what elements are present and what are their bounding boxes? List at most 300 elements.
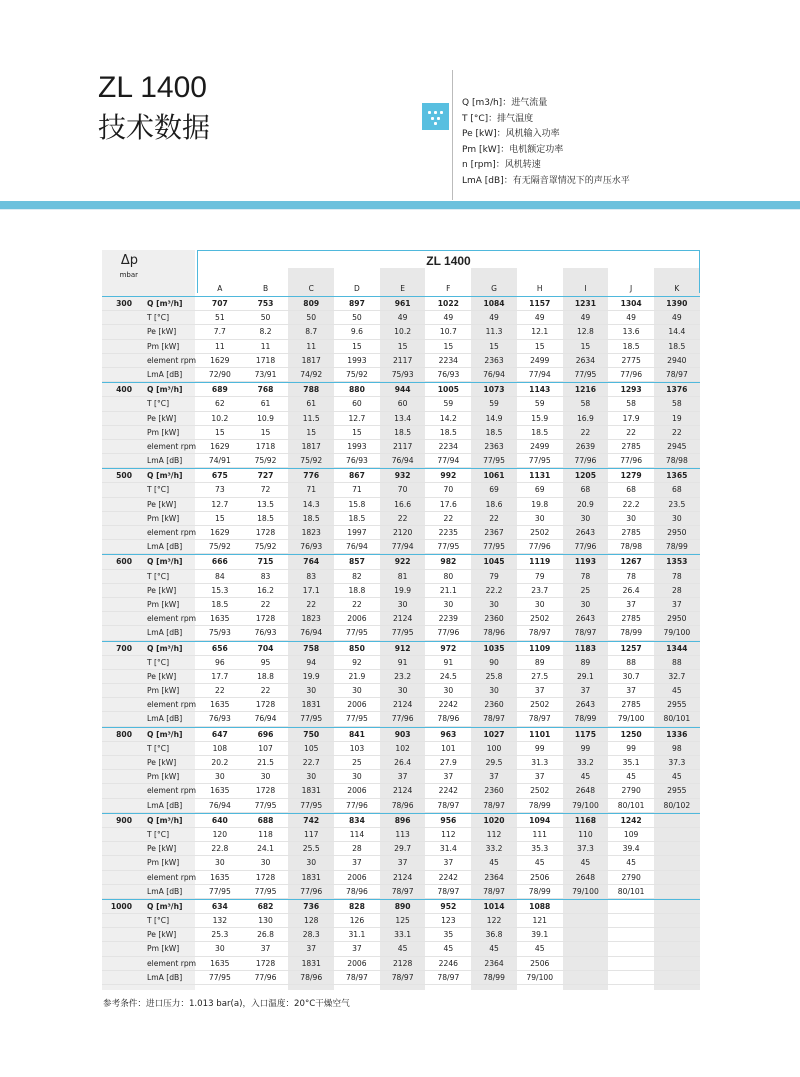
table-cell: 758 bbox=[303, 643, 320, 653]
table-cell: 77/95 bbox=[208, 886, 231, 896]
table-cell: 2643 bbox=[575, 528, 596, 537]
table-cell: 49 bbox=[397, 313, 408, 323]
table-cell: 18.5 bbox=[439, 427, 457, 437]
table-cell: 880 bbox=[349, 385, 365, 395]
table-cell: 2124 bbox=[392, 786, 413, 796]
table-cell: 70 bbox=[397, 485, 408, 495]
table-row bbox=[102, 813, 700, 828]
table-cell: 956 bbox=[440, 815, 457, 825]
row-label: element rpm bbox=[147, 700, 197, 710]
table-cell: 2363 bbox=[484, 355, 504, 365]
table-cell: 25 bbox=[352, 758, 362, 767]
table-cell: 12.7 bbox=[211, 499, 229, 509]
table-cell: 37 bbox=[260, 944, 271, 954]
table-cell: 78/97 bbox=[528, 628, 551, 638]
row-label-cell bbox=[102, 856, 195, 870]
table-cell: 10.2 bbox=[394, 327, 412, 337]
table-cell: 78/99 bbox=[665, 542, 688, 552]
table-row bbox=[102, 498, 700, 512]
header-band-line bbox=[0, 209, 800, 210]
table-cell: 25.5 bbox=[302, 844, 320, 854]
table-cell: 22 bbox=[443, 513, 454, 523]
table-cell: 1635 bbox=[210, 872, 230, 882]
table-cell: 18.5 bbox=[622, 341, 640, 351]
table-cell: 2234 bbox=[438, 355, 458, 365]
table-row bbox=[102, 584, 700, 598]
column-header: B bbox=[262, 284, 269, 293]
legend-item: Pe [kW]：风机输入功率 bbox=[462, 129, 560, 140]
table-row bbox=[102, 698, 700, 712]
table-cell: 1635 bbox=[210, 700, 230, 710]
table-cell: 21.1 bbox=[439, 585, 457, 595]
table-cell: 25.3 bbox=[211, 930, 229, 940]
row-label: LmA [dB] bbox=[147, 972, 183, 982]
table-cell: 33.2 bbox=[485, 844, 503, 854]
table-cell: 30 bbox=[534, 599, 545, 609]
header-band bbox=[0, 201, 800, 209]
table-row bbox=[102, 670, 700, 684]
table-cell: 18.5 bbox=[211, 599, 229, 609]
table-cell: 2643 bbox=[575, 700, 596, 710]
row-label-cell bbox=[102, 799, 195, 813]
column-header: K bbox=[674, 284, 680, 293]
table-cell: 39.1 bbox=[531, 930, 549, 940]
table-cell: 764 bbox=[303, 557, 320, 567]
row-label: element rpm bbox=[147, 441, 197, 451]
row-label: LmA [dB] bbox=[147, 456, 183, 466]
table-cell: 22.8 bbox=[211, 844, 229, 854]
table-row bbox=[102, 598, 700, 612]
row-label: LmA [dB] bbox=[147, 628, 183, 638]
table-cell: 75/92 bbox=[208, 542, 231, 552]
table-cell: 2634 bbox=[575, 355, 596, 365]
table-cell: 7.7 bbox=[213, 327, 226, 337]
table-cell: 1629 bbox=[210, 355, 230, 365]
table-cell: 30 bbox=[443, 686, 454, 696]
table-cell: 37.3 bbox=[668, 758, 686, 767]
table-cell: 125 bbox=[395, 916, 410, 926]
table-cell: 647 bbox=[211, 729, 228, 739]
table-cell: 1728 bbox=[255, 528, 276, 537]
table-cell: 2235 bbox=[438, 528, 458, 537]
table-cell: 45 bbox=[534, 858, 545, 868]
table-cell: 1143 bbox=[529, 385, 551, 395]
table-cell: 78/97 bbox=[437, 886, 460, 896]
table-cell: 29.5 bbox=[485, 758, 503, 767]
row-label: Pm [kW] bbox=[147, 686, 180, 696]
table-cell: 1823 bbox=[301, 528, 321, 537]
row-label-cell bbox=[102, 354, 195, 368]
table-cell: 18.5 bbox=[531, 427, 549, 437]
table-cell: 2785 bbox=[621, 614, 641, 624]
table-cell: 121 bbox=[532, 916, 547, 926]
table-cell: 80/101 bbox=[617, 800, 645, 810]
table-cell: 1817 bbox=[301, 441, 321, 451]
table-cell: 113 bbox=[395, 829, 410, 839]
table-cell: 79/100 bbox=[663, 628, 691, 638]
row-label-cell bbox=[102, 469, 195, 483]
table-cell: 23.5 bbox=[668, 499, 686, 509]
table-cell: 84 bbox=[215, 571, 225, 581]
table-row bbox=[102, 784, 700, 798]
table-cell: 2950 bbox=[667, 614, 687, 624]
table-cell: 77/96 bbox=[574, 542, 597, 552]
table-cell: 1831 bbox=[301, 958, 321, 968]
row-label-cell bbox=[102, 570, 195, 584]
table-row bbox=[102, 899, 700, 914]
row-label-cell bbox=[102, 885, 195, 899]
table-cell: 118 bbox=[258, 829, 273, 839]
table-cell: 2367 bbox=[484, 528, 504, 537]
table-cell: 2785 bbox=[621, 700, 641, 710]
legend-item: LmA [dB]：有无隔音罩情况下的声压水平 bbox=[462, 175, 630, 186]
table-cell: 2006 bbox=[347, 872, 367, 882]
table-cell: 1831 bbox=[301, 786, 321, 796]
table-cell: 19.8 bbox=[531, 499, 549, 509]
table-cell: 25.8 bbox=[485, 671, 503, 681]
table-cell: 992 bbox=[440, 471, 457, 481]
table-cell: 79/100 bbox=[572, 800, 599, 810]
table-cell: 77/95 bbox=[300, 800, 323, 810]
table-cell: 30 bbox=[534, 513, 545, 523]
dp-value: 1000 bbox=[110, 901, 132, 911]
table-cell: 2124 bbox=[392, 700, 413, 710]
table-cell: 21.9 bbox=[348, 671, 366, 681]
table-cell: 78/99 bbox=[574, 714, 597, 724]
table-cell: 14.9 bbox=[485, 413, 503, 423]
table-cell: 61 bbox=[306, 399, 317, 409]
table-cell: 2775 bbox=[621, 355, 641, 365]
table-cell: 117 bbox=[303, 829, 319, 839]
table-cell: 37 bbox=[352, 944, 362, 954]
table-cell: 109 bbox=[623, 829, 639, 839]
table-cell: 1304 bbox=[620, 299, 642, 308]
table-row bbox=[102, 626, 700, 640]
table-row bbox=[102, 742, 700, 756]
row-label: LmA [dB] bbox=[147, 542, 183, 552]
table-cell: 30 bbox=[443, 599, 454, 609]
table-cell: 2117 bbox=[392, 441, 413, 451]
table-cell: 76/93 bbox=[300, 542, 323, 552]
table-row bbox=[102, 871, 700, 885]
table-cell: 45 bbox=[489, 858, 499, 868]
row-label-cell bbox=[102, 670, 195, 684]
table-cell: 75/92 bbox=[300, 456, 323, 466]
table-cell: 75/92 bbox=[254, 542, 277, 552]
table-cell: 77/95 bbox=[345, 714, 368, 724]
table-row bbox=[102, 325, 700, 339]
row-label: element rpm bbox=[147, 872, 197, 882]
table-row bbox=[102, 512, 700, 526]
table-cell: 1027 bbox=[483, 729, 505, 739]
table-cell: 31.4 bbox=[439, 844, 457, 854]
table-cell: 49 bbox=[580, 313, 591, 323]
table-cell: 828 bbox=[349, 901, 365, 911]
table-cell: 14.2 bbox=[439, 413, 457, 423]
dp-value: 800 bbox=[116, 729, 132, 739]
table-cell: 1073 bbox=[483, 385, 505, 395]
table-cell: 22 bbox=[260, 599, 271, 609]
table-cell: 37 bbox=[443, 858, 454, 868]
table-cell: 890 bbox=[394, 901, 411, 911]
table-cell: 2502 bbox=[530, 528, 550, 537]
table-cell: 77/95 bbox=[437, 542, 460, 552]
row-label-cell bbox=[102, 598, 195, 612]
data-table bbox=[102, 250, 700, 985]
table-cell: 77/96 bbox=[528, 542, 551, 552]
table-cell: 2364 bbox=[484, 872, 504, 882]
table-cell: 1157 bbox=[529, 299, 551, 308]
table-cell: 10.2 bbox=[211, 413, 229, 423]
table-cell: 37 bbox=[626, 686, 636, 696]
row-label-cell bbox=[102, 770, 195, 784]
table-cell: 30 bbox=[397, 599, 408, 609]
table-cell: 49 bbox=[626, 313, 636, 323]
table-cell: 76/94 bbox=[208, 800, 231, 810]
table-cell: 2955 bbox=[667, 700, 687, 710]
row-label: T [°C] bbox=[147, 485, 170, 495]
table-cell: 11.5 bbox=[302, 413, 320, 423]
table-cell: 50 bbox=[352, 313, 362, 323]
table-cell: 77/95 bbox=[574, 369, 597, 379]
table-cell: 1376 bbox=[666, 385, 688, 395]
table-row bbox=[102, 799, 700, 813]
row-label-cell bbox=[102, 512, 195, 526]
table-cell: 37 bbox=[580, 686, 591, 696]
table-cell: 45 bbox=[672, 686, 682, 696]
table-cell: 903 bbox=[394, 729, 411, 739]
row-label-cell bbox=[102, 842, 195, 856]
table-row bbox=[102, 727, 700, 742]
row-label-cell bbox=[102, 928, 195, 942]
table-cell: 78/97 bbox=[483, 800, 505, 810]
table-cell: 37 bbox=[443, 772, 454, 782]
table-cell: 26.4 bbox=[394, 758, 412, 767]
row-label-cell bbox=[102, 426, 195, 440]
row-label-cell bbox=[102, 412, 195, 426]
table-row bbox=[102, 656, 700, 670]
legend-item: Q [m3/h]：进气流量 bbox=[462, 98, 548, 108]
table-cell: 18.5 bbox=[348, 513, 366, 523]
table-cell: 37 bbox=[397, 772, 408, 782]
table-cell: 33.2 bbox=[576, 758, 594, 767]
table-body bbox=[102, 296, 700, 985]
table-cell: 2234 bbox=[438, 441, 458, 451]
table-cell: 45 bbox=[397, 944, 408, 954]
table-cell: 78/99 bbox=[620, 628, 643, 638]
table-cell: 2940 bbox=[667, 355, 687, 365]
table-row bbox=[102, 526, 700, 540]
table-cell: 29.1 bbox=[576, 671, 594, 681]
header-left-cell bbox=[102, 250, 195, 296]
table-cell: 1344 bbox=[666, 643, 688, 653]
row-label: T [°C] bbox=[147, 829, 170, 839]
row-label-cell bbox=[102, 698, 195, 712]
table-cell: 850 bbox=[349, 643, 365, 653]
table-cell: 21.5 bbox=[257, 758, 274, 767]
table-cell: 120 bbox=[212, 829, 228, 839]
table-cell: 912 bbox=[394, 643, 411, 653]
row-label: T [°C] bbox=[147, 657, 170, 667]
table-cell: 79/100 bbox=[617, 714, 645, 724]
table-cell: 79 bbox=[534, 571, 545, 581]
table-cell: 68 bbox=[672, 485, 682, 495]
table-cell: 13.4 bbox=[394, 413, 412, 423]
table-cell: 2239 bbox=[438, 614, 458, 624]
table-cell: 2955 bbox=[667, 786, 687, 796]
table-cell: 18.8 bbox=[348, 585, 366, 595]
table-cell: 74/91 bbox=[208, 456, 231, 466]
table-cell: 76/93 bbox=[208, 714, 231, 724]
table-cell: 22 bbox=[672, 427, 682, 437]
table-cell: 2499 bbox=[530, 355, 550, 365]
table-cell: 72 bbox=[260, 485, 271, 495]
dp-value: 600 bbox=[116, 557, 132, 567]
table-cell: 58 bbox=[580, 399, 591, 409]
row-label-cell bbox=[102, 297, 195, 311]
table-cell: 30 bbox=[489, 599, 499, 609]
table-cell: 28.3 bbox=[302, 930, 320, 940]
legend-item: Pm [kW]：电机额定功率 bbox=[462, 144, 564, 155]
column-header: D bbox=[354, 284, 360, 293]
legend bbox=[462, 96, 630, 190]
row-label: element rpm bbox=[147, 355, 197, 365]
table-cell: 1045 bbox=[483, 557, 505, 567]
table-cell: 78/99 bbox=[528, 886, 551, 896]
table-cell: 834 bbox=[349, 815, 365, 825]
table-cell: 101 bbox=[441, 743, 456, 753]
table-cell: 50 bbox=[260, 313, 271, 323]
table-cell: 736 bbox=[303, 901, 320, 911]
table-cell: 1231 bbox=[574, 299, 596, 308]
table-cell: 77/96 bbox=[345, 800, 368, 810]
table-cell: 944 bbox=[394, 385, 411, 395]
table-cell: 77/96 bbox=[620, 456, 643, 466]
table-cell: 80/102 bbox=[663, 800, 691, 810]
table-cell: 77/96 bbox=[620, 369, 643, 379]
table-cell: 91 bbox=[443, 657, 454, 667]
table-cell: 78/99 bbox=[483, 972, 505, 982]
table-cell: 83 bbox=[306, 571, 317, 581]
row-label: element rpm bbox=[147, 958, 197, 968]
table-cell: 100 bbox=[486, 743, 502, 753]
table-cell: 30 bbox=[306, 686, 317, 696]
table-cell: 1014 bbox=[483, 901, 505, 911]
table-cell: 634 bbox=[211, 901, 228, 911]
table-cell: 22.2 bbox=[485, 585, 503, 595]
table-cell: 689 bbox=[211, 385, 228, 395]
table-row bbox=[102, 468, 700, 483]
table-cell: 61 bbox=[260, 399, 271, 409]
row-label-cell bbox=[102, 483, 195, 497]
row-label-cell bbox=[102, 957, 195, 971]
table-cell: 77/96 bbox=[391, 714, 414, 724]
table-cell: 1635 bbox=[210, 958, 230, 968]
table-cell: 60 bbox=[397, 399, 408, 409]
table-cell: 8.2 bbox=[259, 327, 272, 337]
row-label-cell bbox=[102, 383, 195, 397]
table-cell: 12.7 bbox=[348, 413, 366, 423]
row-label-cell bbox=[102, 340, 195, 354]
row-label: Pm [kW] bbox=[147, 858, 180, 868]
table-cell: 2242 bbox=[438, 786, 458, 796]
table-row bbox=[102, 712, 700, 726]
table-cell: 22 bbox=[306, 599, 317, 609]
table-cell: 62 bbox=[215, 399, 225, 409]
table-cell: 2643 bbox=[575, 614, 596, 624]
table-cell: 2360 bbox=[484, 786, 504, 796]
table-cell: 1629 bbox=[210, 441, 230, 451]
table-cell: 22 bbox=[352, 599, 362, 609]
table-cell: 78/97 bbox=[437, 800, 460, 810]
table-cell: 1061 bbox=[483, 471, 505, 481]
row-label: LmA [dB] bbox=[147, 714, 183, 724]
dp-value: 400 bbox=[116, 385, 132, 395]
table-cell: 30 bbox=[489, 686, 499, 696]
row-label-cell bbox=[102, 684, 195, 698]
table-cell: 37 bbox=[397, 858, 408, 868]
table-cell: 2502 bbox=[530, 786, 550, 796]
table-cell: 49 bbox=[489, 313, 499, 323]
table-cell: 114 bbox=[349, 829, 365, 839]
table-cell: 897 bbox=[349, 299, 365, 308]
table-cell: 30 bbox=[260, 858, 271, 868]
table-cell: 1728 bbox=[255, 786, 276, 796]
table-cell: 16.6 bbox=[394, 499, 412, 509]
table-cell: 1718 bbox=[255, 355, 276, 365]
brand-dots-icon bbox=[422, 103, 449, 130]
row-label-cell bbox=[102, 914, 195, 928]
table-cell: 17.6 bbox=[439, 499, 457, 509]
table-cell: 99 bbox=[534, 743, 545, 753]
table-cell: 18.8 bbox=[257, 671, 274, 681]
table-cell: 30.7 bbox=[622, 671, 640, 681]
table-cell: 2242 bbox=[438, 700, 458, 710]
table-cell: 1175 bbox=[574, 729, 596, 739]
row-label-cell bbox=[102, 784, 195, 798]
table-cell: 1131 bbox=[529, 471, 551, 481]
table-cell: 105 bbox=[303, 743, 319, 753]
table-cell: 77/96 bbox=[300, 886, 323, 896]
table-cell: 31.3 bbox=[531, 758, 549, 767]
table-cell: 26.4 bbox=[622, 585, 640, 595]
table-cell: 2364 bbox=[484, 958, 504, 968]
table-cell: 10.9 bbox=[257, 413, 274, 423]
row-label-cell bbox=[102, 454, 195, 468]
dp-value: 300 bbox=[116, 299, 132, 308]
table-cell: 76/93 bbox=[254, 628, 277, 638]
table-cell: 111 bbox=[532, 829, 547, 839]
table-cell: 37 bbox=[534, 772, 545, 782]
table-cell: 2128 bbox=[392, 958, 413, 968]
table-cell: 77/95 bbox=[300, 714, 323, 724]
table-cell: 22 bbox=[260, 686, 271, 696]
table-cell: 25 bbox=[580, 585, 591, 595]
row-label-cell bbox=[102, 498, 195, 512]
table-cell: 1088 bbox=[529, 901, 551, 911]
table-cell: 82 bbox=[352, 571, 362, 581]
table-row bbox=[102, 540, 700, 554]
table-cell: 2124 bbox=[392, 614, 413, 624]
table-cell: 19 bbox=[672, 413, 682, 423]
table-cell: 2790 bbox=[621, 872, 641, 882]
table-cell: 102 bbox=[395, 743, 410, 753]
table-cell: 1242 bbox=[620, 815, 642, 825]
table-cell: 77/94 bbox=[391, 542, 414, 552]
row-label: LmA [dB] bbox=[147, 800, 183, 810]
divider bbox=[452, 70, 453, 200]
table-cell: 30 bbox=[626, 513, 636, 523]
